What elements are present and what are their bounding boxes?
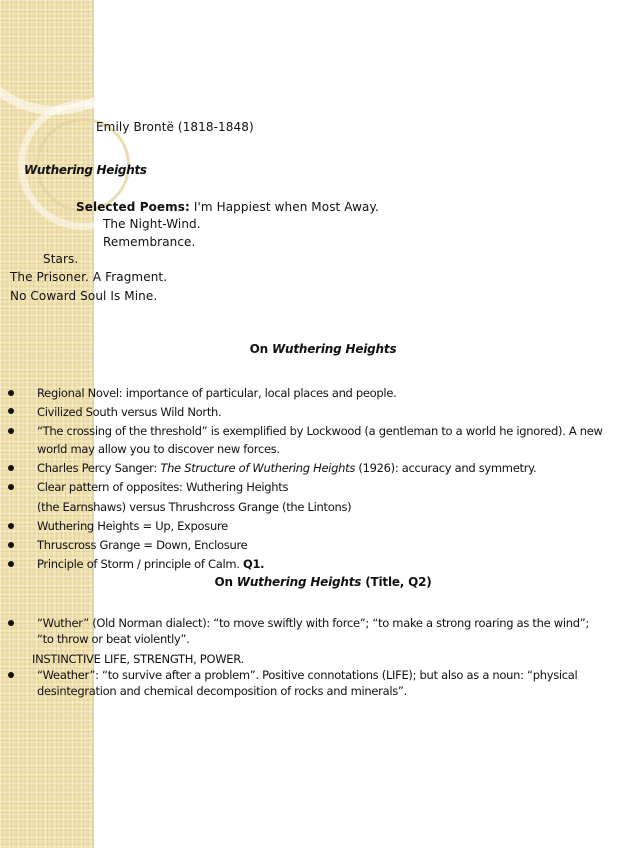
poem-item: The Night-Wind.: [103, 217, 201, 231]
list-item: Wuthering Heights = Up, Exposure: [37, 519, 228, 533]
poem-item: The Prisoner. A Fragment.: [10, 270, 168, 284]
list-item: Civilized South versus Wild North.: [37, 405, 222, 419]
bullet-icon: [8, 465, 14, 471]
list-item-text: Charles Percy Sanger:: [37, 461, 161, 475]
bullet-icon: [8, 390, 14, 396]
bullet-icon: [8, 542, 14, 548]
decorative-ring-large: [0, 0, 150, 115]
heading-prefix: On: [249, 342, 268, 356]
list-item: [37, 555, 264, 573]
list-item: Regional Novel: importance of particular, local places and people.: [37, 386, 397, 400]
poem-item: Stars.: [43, 252, 79, 266]
book-title: The Structure of Wuthering Heights: [160, 461, 356, 475]
heading-suffix: (Title, Q2): [365, 575, 432, 589]
list-item: “Weather”: “to survive after a problem”. Positive connotations (LIFE); but also as a noun: “physical desintegration and chemical decomposition of rocks and minerals”.: [37, 668, 578, 698]
list-item: Clear pattern of opposites: Wuthering Heights: [37, 480, 289, 494]
poem-item: Remembrance.: [103, 235, 196, 249]
list-item-text: (1926): accuracy and symmetry.: [355, 461, 537, 475]
heading-title: Wuthering Heights: [236, 575, 362, 589]
section-heading: [0, 575, 636, 589]
bullet-icon: [8, 672, 14, 678]
section-heading: [0, 342, 636, 356]
author-line: Emily Brontë (1818-1848): [96, 120, 254, 134]
novel-title: Wuthering Heights: [24, 163, 147, 177]
list-item: “Wuther” (Old Norman dialect): “to move swiftly with force”; “to make a strong roaring as the wind”; “to throw or beat violently”.: [37, 616, 589, 646]
bullet-icon: [8, 523, 14, 529]
list-item: “The crossing of the threshold” is exemplified by Lockwood (a gentleman to a world he ignored). A new world may allow you to discover new forces.: [37, 424, 603, 456]
list-item-text: Principle of Storm / principle of Calm.: [37, 557, 243, 571]
poem-item: I'm Happiest when Most Away.: [193, 200, 379, 214]
keywords-line: INSTINCTIVE LIFE, STRENGTH, POWER.: [32, 652, 244, 666]
bullet-icon: [8, 484, 14, 490]
bullet-icon: [8, 561, 14, 567]
heading-prefix: On: [214, 575, 233, 589]
bullet-icon: [8, 620, 14, 626]
list-item: [37, 459, 536, 477]
list-item-continuation: (the Earnshaws) versus Thrushcross Grange (the Lintons): [37, 500, 352, 514]
selected-poems-line: [76, 199, 379, 216]
selected-poems-label: Selected Poems:: [76, 200, 190, 214]
heading-title: Wuthering Heights: [271, 342, 397, 356]
list-item: Thruscross Grange = Down, Enclosure: [37, 538, 248, 552]
bullet-icon: [8, 428, 14, 434]
poem-item: No Coward Soul Is Mine.: [10, 289, 158, 303]
question-ref: Q1.: [242, 557, 265, 571]
bullet-icon: [8, 408, 14, 414]
